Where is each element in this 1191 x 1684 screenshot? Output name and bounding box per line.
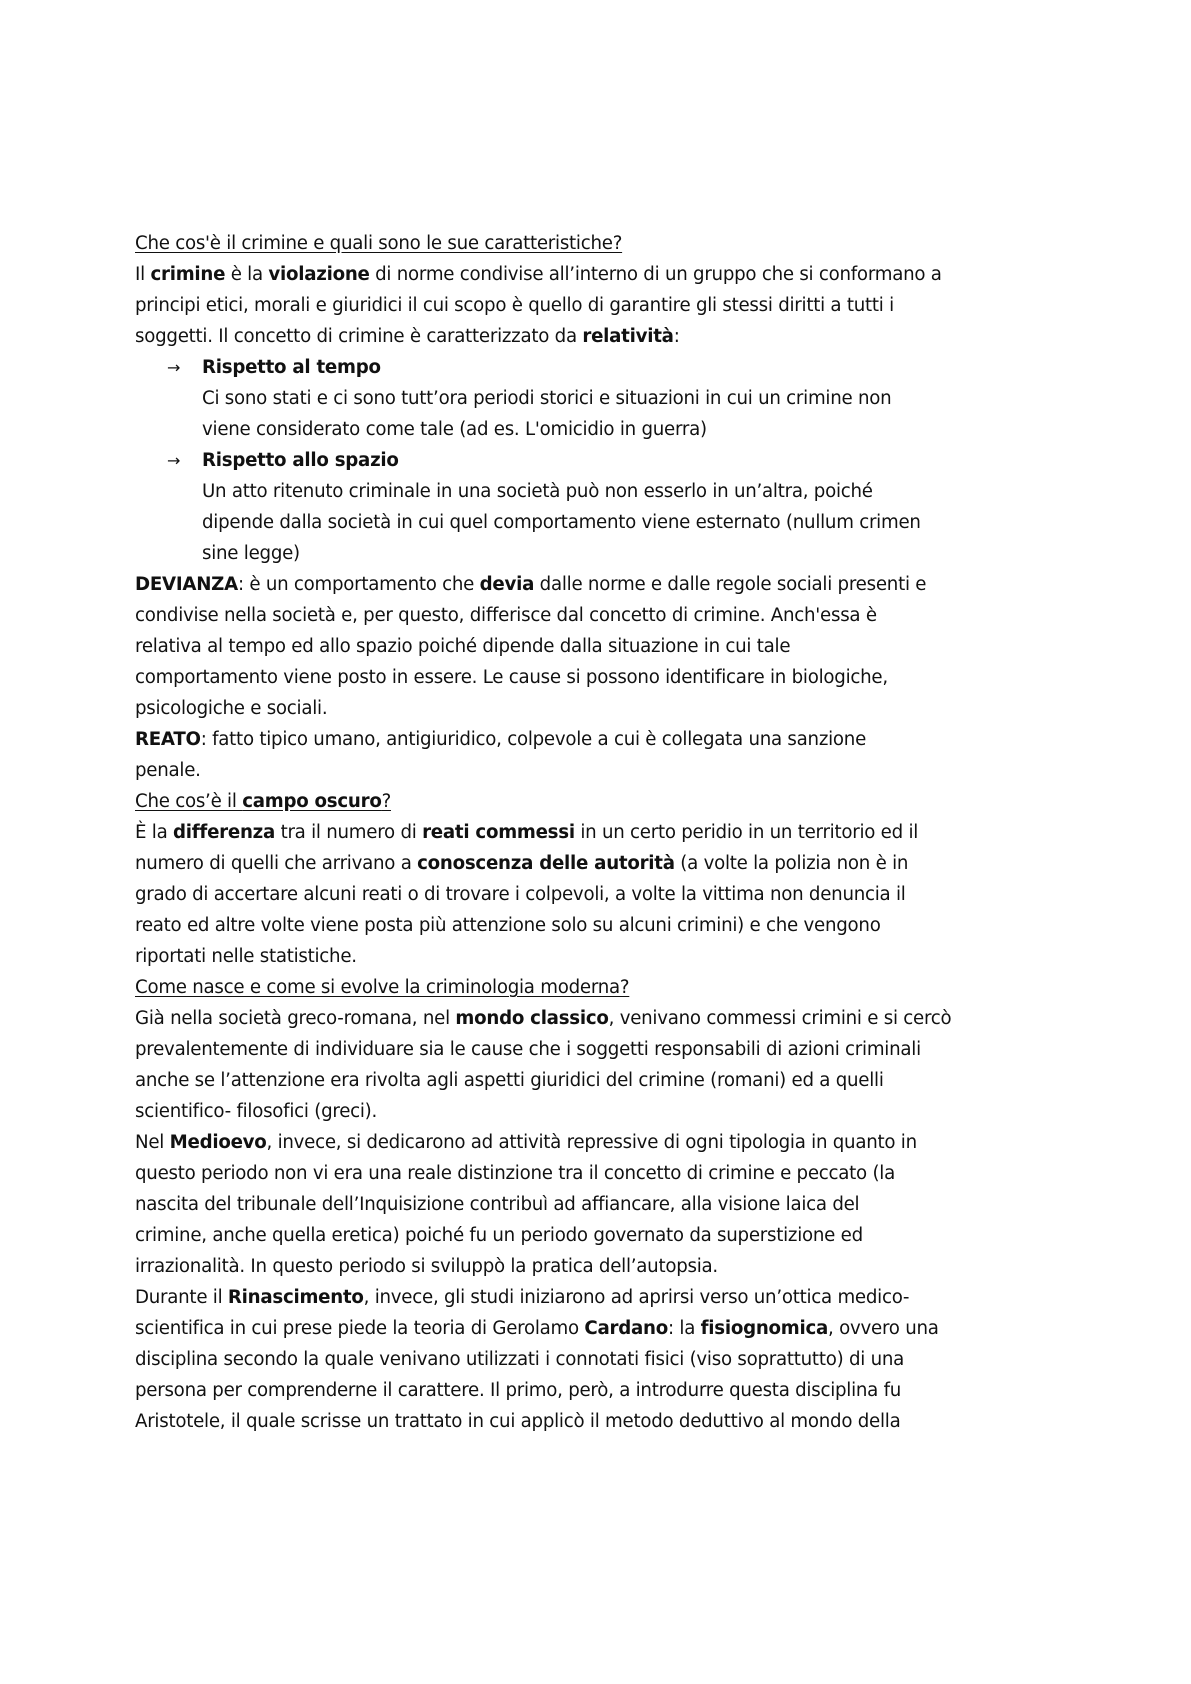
arrow-right-icon: → <box>167 358 181 377</box>
paragraph-line: questo periodo non vi era una reale distinzione tra il concetto di crimine e peccato (la <box>135 1163 896 1184</box>
document-page <box>135 228 985 1437</box>
list-item-text: sine legge) <box>202 543 300 564</box>
paragraph-line: reato ed altre volte viene posta più attenzione solo su alcuni crimini) e che vengono <box>135 915 881 936</box>
bold-term: crimine <box>150 264 226 285</box>
paragraph-line: condivise nella società e, per questo, differisce dal concetto di crimine. Anch'essa è <box>135 605 877 626</box>
list-item-heading: → Rispetto al tempo <box>135 352 985 383</box>
bold-term: violazione <box>268 264 370 285</box>
arrow-right-icon: → <box>167 451 181 470</box>
paragraph-line: Nel Medioevo, invece, si dedicarono ad attività repressive di ogni tipologia in quanto in <box>135 1132 917 1153</box>
paragraph-line: anche se l’attenzione era rivolta agli aspetti giuridici del crimine (romani) ed a quelli <box>135 1070 884 1091</box>
paragraph-line: scientifico- filosofici (greci). <box>135 1101 378 1122</box>
list-item-text: viene considerato come tale (ad es. L'omicidio in guerra) <box>202 419 707 440</box>
paragraph-line: disciplina secondo la quale venivano utilizzati i connotati fisici (viso soprattutto) di una <box>135 1349 905 1370</box>
bold-term: relatività <box>582 326 674 347</box>
paragraph-line: principi etici, morali e giuridici il cui scopo è quello di garantire gli stessi diritti a tutti i <box>135 295 894 316</box>
definition-devianza: DEVIANZA: è un comportamento che devia dalle norme e dalle regole sociali presenti e <box>135 574 927 595</box>
paragraph-line: È la differenza tra il numero di reati commessi in un certo peridio in un territorio ed il <box>135 822 919 843</box>
paragraph-line: scientifica in cui prese piede la teoria di Gerolamo Cardano: la fisiognomica, ovvero una <box>135 1318 939 1339</box>
heading-criminologia: Come nasce e come si evolve la criminologia moderna? <box>135 977 630 998</box>
heading-crimine: Che cos'è il crimine e quali sono le sue caratteristiche? <box>135 233 623 254</box>
heading-campo-oscuro: Che cos’è il campo oscuro? <box>135 791 391 812</box>
paragraph-line: Il crimine è la violazione di norme condivise all’interno di un gruppo che si conformano a <box>135 264 942 285</box>
paragraph-line: Aristotele, il quale scrisse un trattato in cui applicò il metodo deduttivo al mondo della <box>135 1411 901 1432</box>
paragraph-line: irrazionalità. In questo periodo si sviluppò la pratica dell’autopsia. <box>135 1256 718 1277</box>
list-item-text: Un atto ritenuto criminale in una società può non esserlo in un’altra, poiché <box>202 481 873 502</box>
paragraph-line: penale. <box>135 760 201 781</box>
paragraph-line: soggetti. Il concetto di crimine è caratterizzato da relatività: <box>135 326 680 347</box>
list-item-text: Ci sono stati e ci sono tutt’ora periodi storici e situazioni in cui un crimine non <box>202 388 892 409</box>
paragraph-line: prevalentemente di individuare sia le cause che i soggetti responsabili di azioni criminali <box>135 1039 921 1060</box>
paragraph-line: riportati nelle statistiche. <box>135 946 357 967</box>
paragraph-line: relativa al tempo ed allo spazio poiché dipende dalla situazione in cui tale <box>135 636 791 657</box>
paragraph-line: numero di quelli che arrivano a conoscenza delle autorità (a volte la polizia non è in <box>135 853 909 874</box>
paragraph-line: Durante il Rinascimento, invece, gli studi iniziarono ad aprirsi verso un’ottica medico- <box>135 1287 910 1308</box>
definition-reato: REATO: fatto tipico umano, antigiuridico, colpevole a cui è collegata una sanzione <box>135 729 867 750</box>
paragraph-line: comportamento viene posto in essere. Le cause si possono identificare in biologiche, <box>135 667 888 688</box>
list-item-text: dipende dalla società in cui quel comportamento viene esternato (nullum crimen <box>202 512 921 533</box>
paragraph-line: crimine, anche quella eretica) poiché fu un periodo governato da superstizione ed <box>135 1225 863 1246</box>
list-item-heading: → Rispetto allo spazio <box>135 445 985 476</box>
paragraph-line: Già nella società greco-romana, nel mondo classico, venivano commessi crimini e si cercò <box>135 1008 952 1029</box>
paragraph-line: grado di accertare alcuni reati o di trovare i colpevoli, a volte la vittima non denuncia il <box>135 884 906 905</box>
paragraph-line: persona per comprenderne il carattere. Il primo, però, a introdurre questa disciplina fu <box>135 1380 902 1401</box>
paragraph-line: psicologiche e sociali. <box>135 698 328 719</box>
paragraph-line: nascita del tribunale dell’Inquisizione contribuì ad affiancare, alla visione laica del <box>135 1194 860 1215</box>
